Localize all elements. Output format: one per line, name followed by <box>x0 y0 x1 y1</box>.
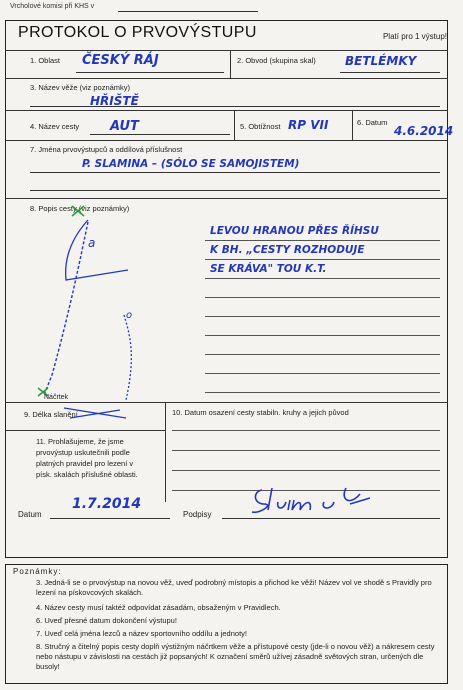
description-line-2: K BH. „CESTY ROZHODUJE <box>210 244 365 256</box>
right-edge-line <box>124 315 131 400</box>
climbers-underline <box>30 190 440 191</box>
area-underline <box>76 72 224 73</box>
difficulty-value: RP VII <box>288 118 329 132</box>
tower-underline <box>30 106 440 107</box>
ruled-line <box>172 430 440 431</box>
climbers-label: 7. Jména prvovýstupců a oddílová příslušnost <box>30 145 183 154</box>
ruled-line <box>205 240 440 241</box>
tower-value: HŘIŠTĚ <box>90 94 139 108</box>
signature-underline <box>222 518 440 519</box>
ruled-line <box>205 392 440 393</box>
ruled-line <box>172 450 440 451</box>
route-name-underline <box>90 134 230 135</box>
sketch-letter-a: a <box>88 236 96 250</box>
note-item: 4. Název cesty musí taktéž odpovídat zásadám, obsaženým v Pravidlech. <box>36 603 281 612</box>
notes-title: Poznámky: <box>13 567 62 576</box>
divider <box>230 50 231 78</box>
ruled-line <box>205 278 440 279</box>
difficulty-label: 5. Obtížnost <box>240 122 281 131</box>
area-value: ČESKÝ RÁJ <box>82 53 159 68</box>
declaration-text: 11. Prohlašujeme, že jsme prvovýstup uskutečnili podle platných pravidel pro lezení v písk. skalách příslušné oblasti. <box>36 437 138 479</box>
note-item: 3. Jedná-li se o prvovýstup na novou věž, uveď podrobný místopis a přichod ke věži! Název vol ve shodě s Pravidly pro lezení na pískovcových skalách. <box>36 578 432 597</box>
date-field-value: 4.6.2014 <box>394 124 454 138</box>
commission-underline <box>118 11 258 12</box>
route-name-label: 4. Název cesty <box>30 122 80 131</box>
tower-outline <box>66 220 128 280</box>
climbers-value: P. SLAMINA – (SÓLO SE SAMOJISTEM) <box>82 158 300 170</box>
district-label: 2. Obvod (skupina skal) <box>237 56 316 65</box>
description-line-3: SE KRÁVA" TOU K.T. <box>210 263 327 275</box>
ruled-line <box>205 316 440 317</box>
divider <box>352 110 353 140</box>
district-underline <box>340 72 440 73</box>
signature <box>250 482 390 518</box>
ruled-line <box>205 259 440 260</box>
date-field-label: 6. Datum <box>357 118 388 127</box>
sketch-letter-o: o <box>126 310 133 321</box>
district-value: BETLÉMKY <box>345 54 417 68</box>
ruled-line <box>205 354 440 355</box>
note-item: 6. Uveď přesné datum dokončení výstupu! <box>36 616 177 625</box>
description-line-1: LEVOU HRANOU PŘES ŘÍHSU <box>210 225 379 237</box>
rappel-cross-mark <box>60 404 130 422</box>
commission-header: Vrcholové komisi při KHS v <box>10 3 95 10</box>
bolt-date-label: 10. Datum osazení cesty stabiln. kruhy a jejich původ <box>172 408 349 417</box>
ruled-line <box>205 373 440 374</box>
note-item: 7. Uveď celá jména lezců a název sportovního oddílu a jednoty! <box>36 629 247 638</box>
route-line <box>44 222 88 395</box>
climbers-underline <box>30 172 440 173</box>
rappel-length-label: 9. Délka slanění <box>24 410 78 419</box>
divider <box>5 78 448 79</box>
divider <box>5 140 448 141</box>
green-x-mark <box>72 206 84 216</box>
divider <box>5 50 448 51</box>
validity-note: Platí pro 1 výstup! <box>382 32 447 41</box>
form-title: PROTOKOL O PRVOVÝSTUPU <box>18 24 257 41</box>
ruled-line <box>172 470 440 471</box>
ruled-line <box>205 335 440 336</box>
route-description-label: 8. Popis cesty (viz poznámky) <box>30 204 130 213</box>
date-label: Datum <box>18 510 42 519</box>
divider <box>234 110 235 140</box>
note-item: 8. Stručný a čitelný popis cesty doplň výstižným náčrtkem věže a přístupové cesty (jde-li o novou věž) a nákresem cesty nebo nástupu v závislosti na cestách již popsaných! K označení směrů užívej zásadně světových stran, určených dle busoly! <box>36 642 435 671</box>
route-sketch <box>30 200 170 420</box>
date-value: 1.7.2014 <box>72 496 142 512</box>
date-underline <box>50 518 170 519</box>
divider <box>5 430 165 431</box>
sketch-start-label: Náčrtek <box>44 394 69 401</box>
route-name-value: AUT <box>110 119 139 134</box>
tower-label: 3. Název věže (viz poznámky) <box>30 83 131 92</box>
divider <box>5 198 448 199</box>
area-label: 1. Oblast <box>30 56 61 65</box>
signature-label: Podpisy <box>183 510 212 519</box>
divider <box>5 110 448 111</box>
ruled-line <box>205 297 440 298</box>
